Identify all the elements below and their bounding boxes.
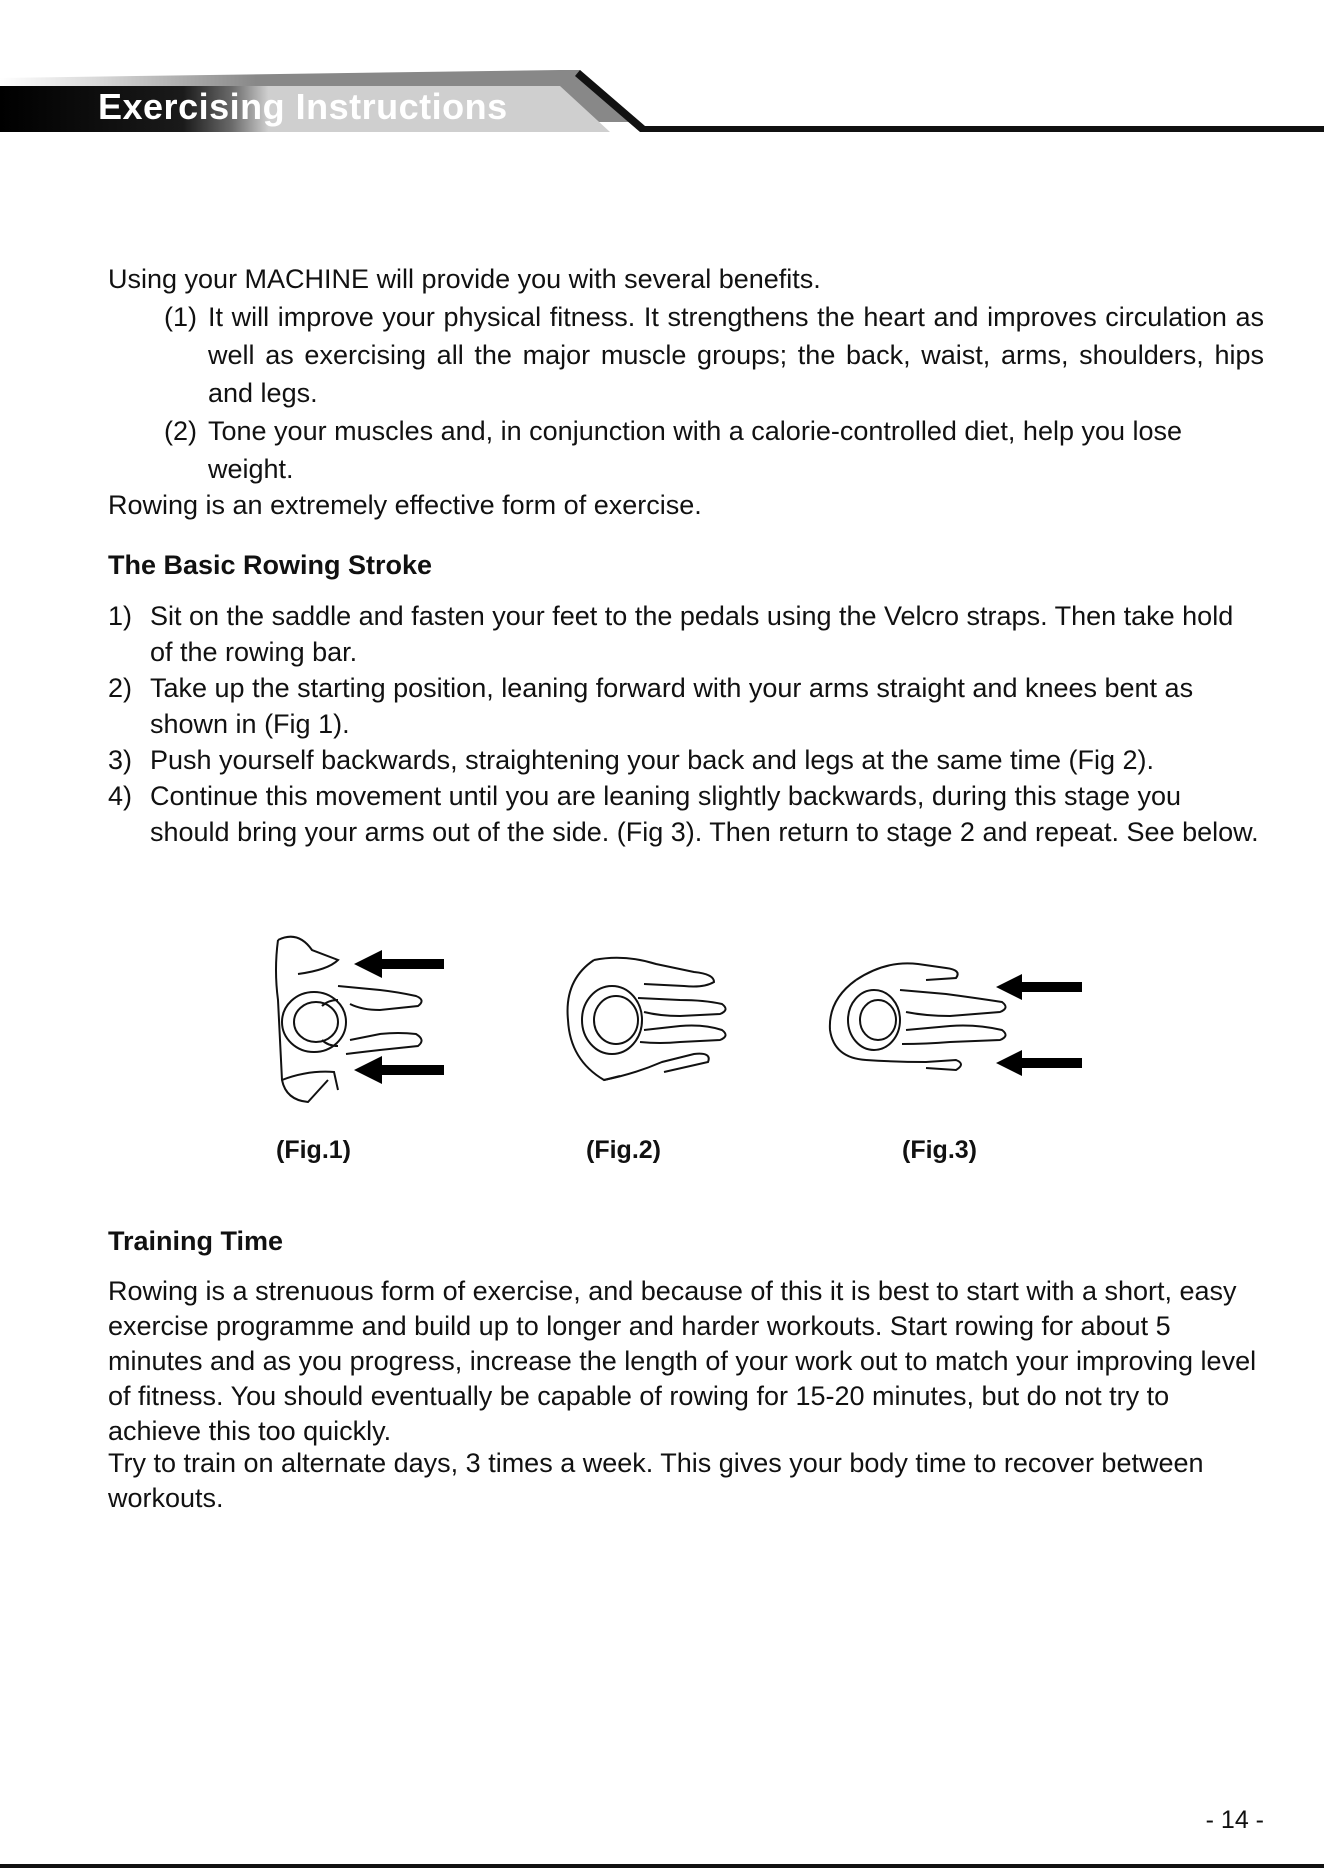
step-text: Push yourself backwards, straightening your back and legs at the same time (Fig 2). [150,745,1154,775]
step-text: Continue this movement until you are leaning slightly backwards, during this stage you should bring your arms out of the side. (Fig 3). Then return to stage 2 and repeat. See below. [150,781,1259,847]
intro-lead: Using your MACHINE will provide you with several benefits. [108,264,821,294]
arrow-left-icon [354,950,444,978]
step-marker: 3) [108,745,133,775]
footer-rule [0,1864,1324,1868]
training-paragraph: Try to train on alternate days, 3 times a week. This gives your body time to recover between workouts. [108,1448,1204,1513]
benefit-text: It will improve your physical fitness. It strengthens the heart and improves circulation as well as exercising all the major muscle groups; the back, waist, arms, shoulders, hips and legs. [208,302,1264,408]
section-heading-training: Training Time [108,1226,284,1256]
page-number: - 14 - [1205,1806,1264,1834]
step-marker: 2) [108,673,133,703]
figure-caption: (Fig.1) [276,1136,351,1164]
step-text: Sit on the saddle and fasten your feet to the pedals using the Velcro straps. Then take hold of the rowing bar. [150,601,1234,667]
step-text: Take up the starting position, leaning forward with your arms straight and knees bent as shown in (Fig 1). [150,673,1194,739]
rower-illustration-fig2 [564,950,734,1090]
figure-caption: (Fig.3) [902,1136,977,1164]
benefit-marker: (2) [164,416,197,446]
section-heading-stroke: The Basic Rowing Stroke [108,550,433,580]
figure-caption: (Fig.2) [586,1136,661,1164]
benefit-marker: (1) [164,302,197,332]
figure-2 [564,950,734,1095]
intro-closing: Rowing is an extremely effective form of exercise. [108,490,702,520]
figure-1 [268,930,448,1115]
page-title: Exercising Instructions [98,86,508,127]
figure-3 [826,950,1026,1095]
benefit-text: Tone your muscles and, in conjunction with a calorie-controlled diet, help you lose weight. [208,416,1183,484]
arrow-left-icon [996,974,1082,1000]
step-marker: 1) [108,601,133,631]
arrow-left-icon [354,1056,444,1084]
section-header [0,0,1324,140]
training-paragraph: Rowing is a strenuous form of exercise, and because of this it is best to start with a short, easy exercise programme and build up to longer and harder workouts. Start rowing for about 5 minutes and as you progress, increase the length of your work out to match your improving level of fitness. You should eventually be capable of rowing for 15-20 minutes, but do not try to achieve this too quickly. [108,1276,1257,1446]
step-marker: 4) [108,781,133,811]
arrow-left-icon [996,1050,1082,1076]
